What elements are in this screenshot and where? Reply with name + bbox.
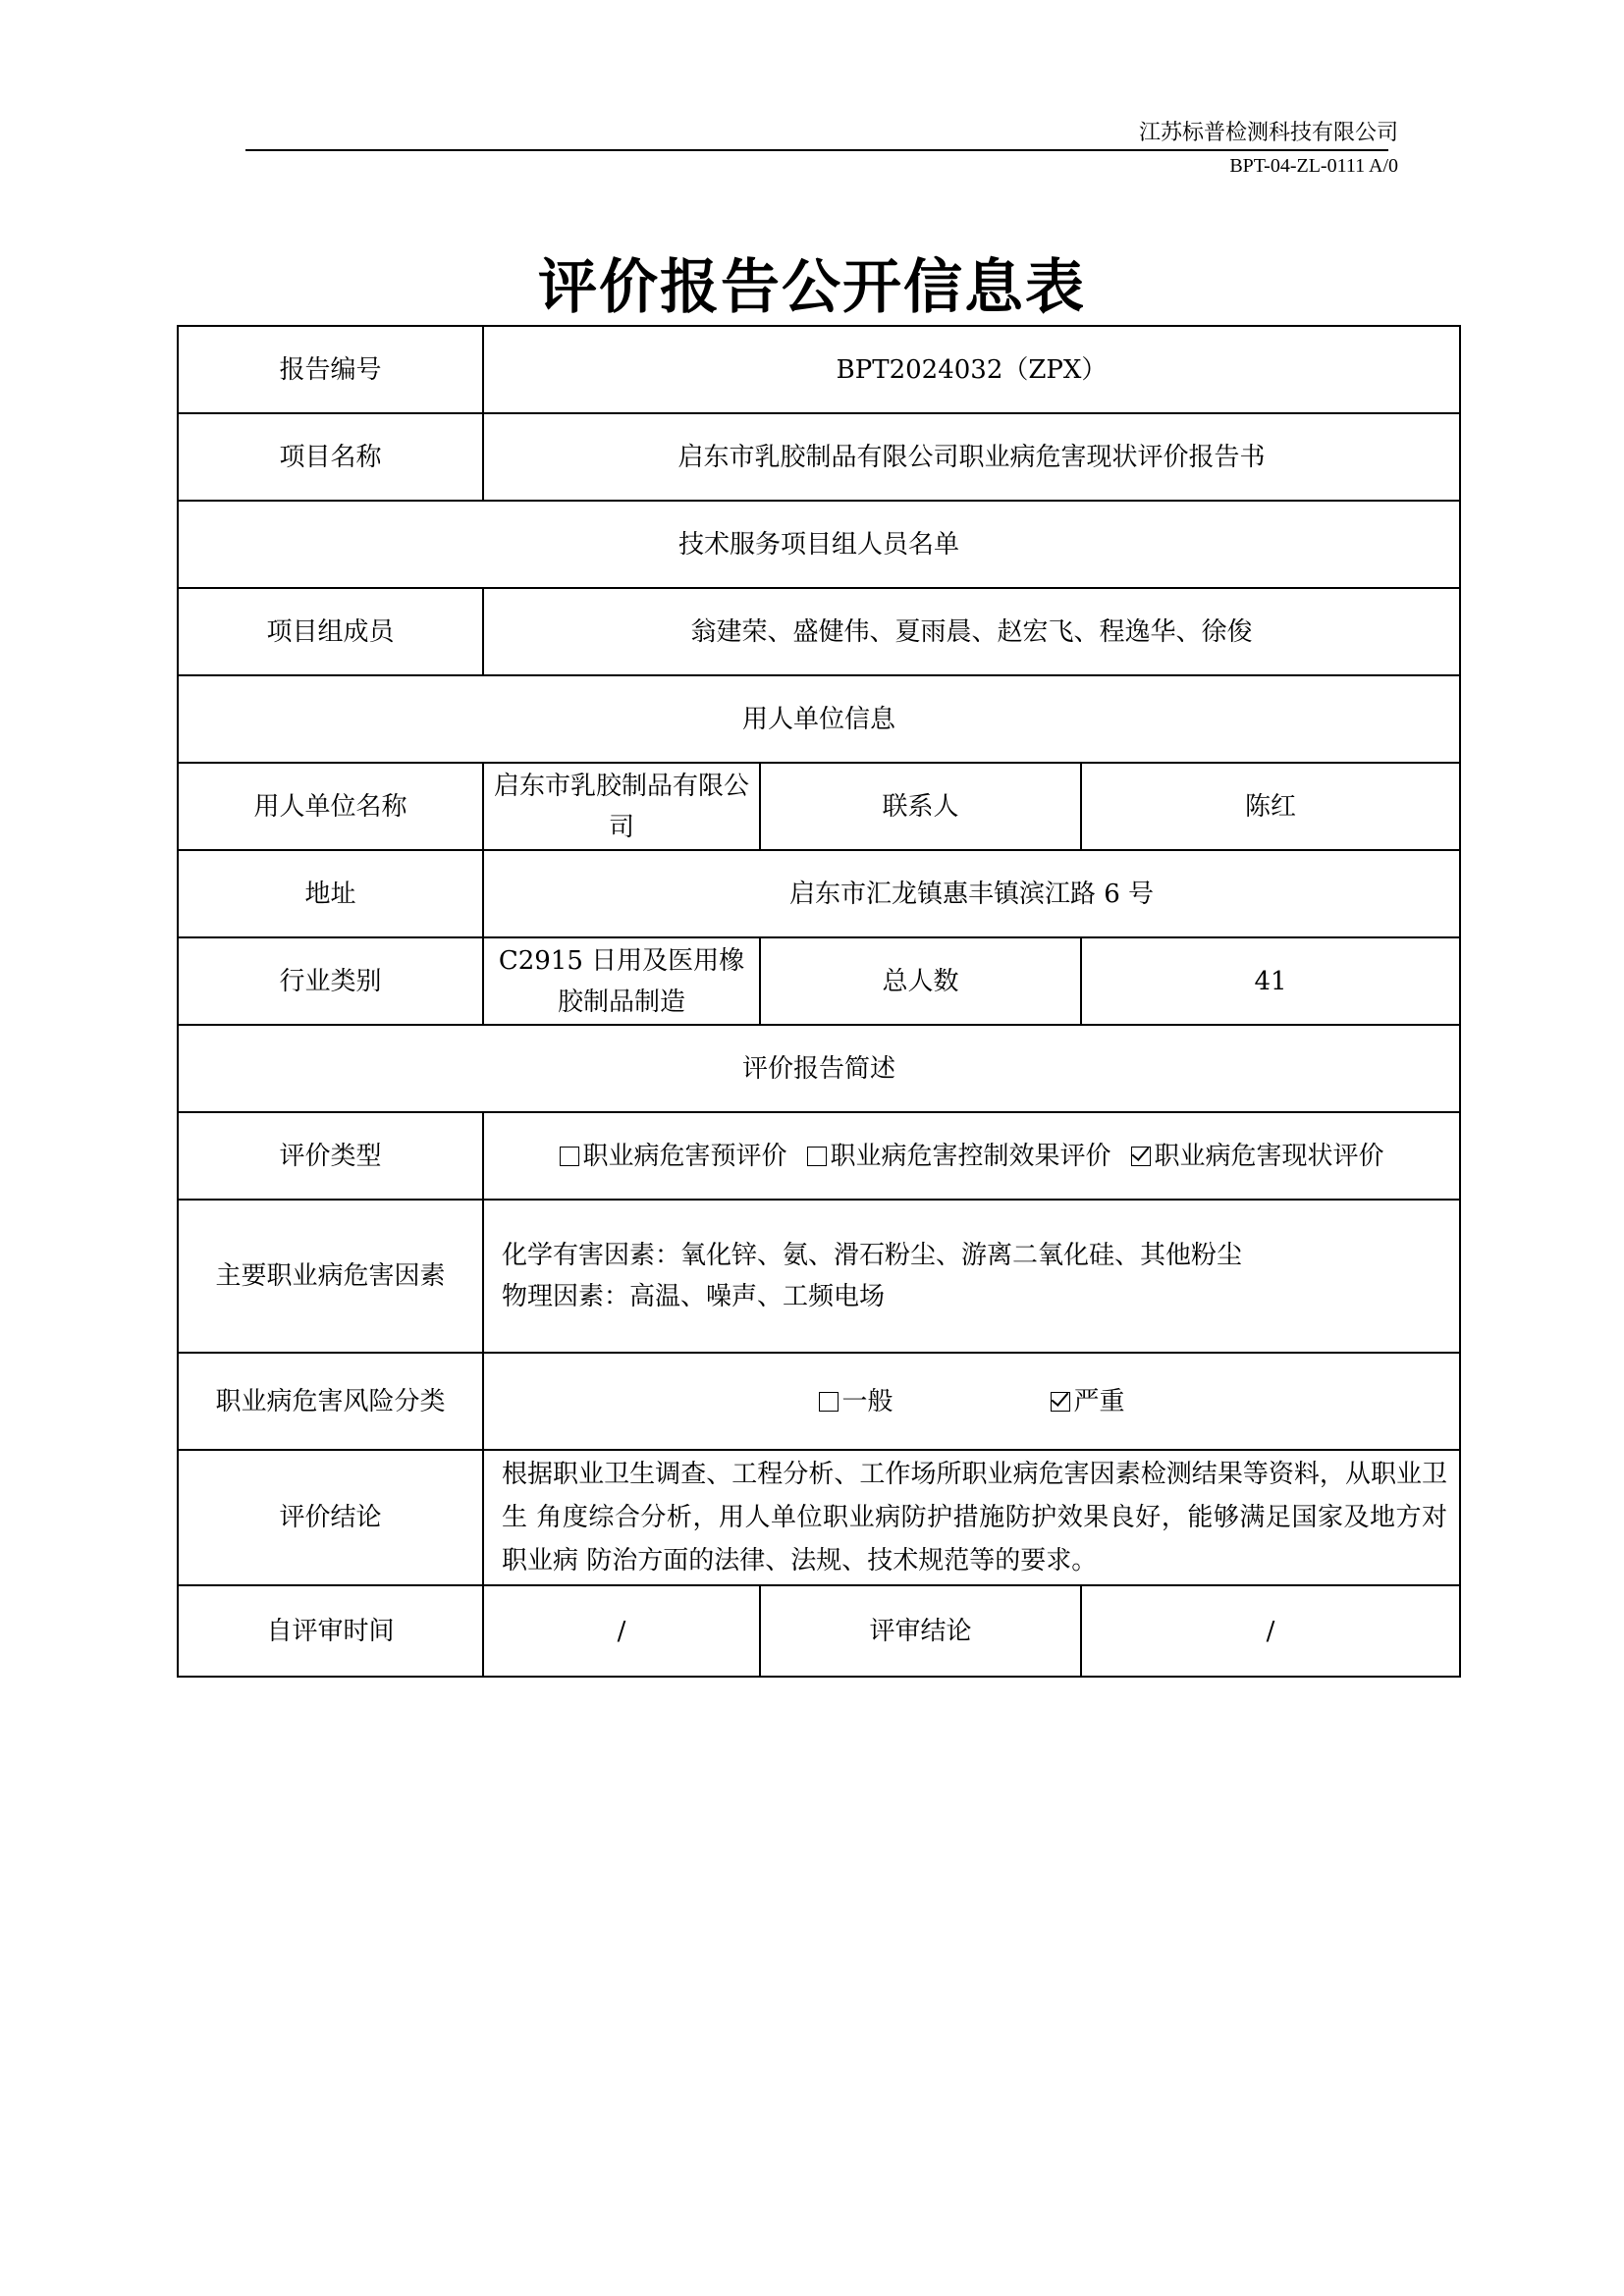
eval-type-options	[483, 1112, 1460, 1200]
risk-options	[483, 1353, 1460, 1450]
contact-label: 联系人	[760, 763, 1081, 850]
review-result-label: 评审结论	[760, 1585, 1081, 1677]
conclusion-value: 根据职业卫生调查、工程分析、工作场所职业病危害因素检测结果等资料，从职业卫生 角度综合分析，用人单位职业病防护措施防护效果良好，能够满足国家及地方对职业病 防治方面的法律、法规、技术规范等的要求。	[483, 1450, 1460, 1585]
page-title: 评价报告公开信息表	[538, 253, 1086, 322]
summary-section-heading: 评价报告简述	[178, 1025, 1460, 1112]
info-table	[177, 325, 1461, 1678]
hazards-value	[483, 1200, 1460, 1353]
headcount-value: 41	[1081, 937, 1460, 1025]
team-members-value: 翁建荣、盛健伟、夏雨晨、赵宏飞、程逸华、徐俊	[483, 588, 1460, 675]
eval-type-option-control[interactable]: 职业病危害控制效果评价	[807, 1136, 1111, 1177]
header-company: 江苏标普检测科技有限公司	[1138, 121, 1398, 145]
employer-name-label: 用人单位名称	[178, 763, 483, 850]
eval-type-label: 评价类型	[178, 1112, 483, 1200]
checkbox-checked-icon	[1131, 1147, 1151, 1166]
review-time-value: /	[483, 1585, 760, 1677]
industry-value: C2915 日用及医用橡胶制品制造	[483, 937, 760, 1025]
checkbox-unchecked-icon	[819, 1392, 839, 1412]
contact-value: 陈红	[1081, 763, 1460, 850]
industry-label: 行业类别	[178, 937, 483, 1025]
project-name-label: 项目名称	[178, 413, 483, 501]
review-result-value: /	[1081, 1585, 1460, 1677]
address-label: 地址	[178, 850, 483, 937]
project-name-value: 启东市乳胶制品有限公司职业病危害现状评价报告书	[483, 413, 1460, 501]
risk-label: 职业病危害风险分类	[178, 1353, 483, 1450]
hazards-physical: 物理因素：高温、噪声、工频电场	[502, 1282, 886, 1311]
checkbox-checked-icon	[1051, 1392, 1070, 1412]
employer-section-heading: 用人单位信息	[178, 675, 1460, 763]
conclusion-label: 评价结论	[178, 1450, 483, 1585]
report-no-label: 报告编号	[178, 326, 483, 413]
eval-type-option-pre[interactable]: 职业病危害预评价	[560, 1136, 787, 1177]
review-time-label: 自评审时间	[178, 1585, 483, 1677]
hazards-label: 主要职业病危害因素	[178, 1200, 483, 1353]
header-doc-code: BPT-04-ZL-0111 A/0	[1229, 155, 1398, 177]
address-value: 启东市汇龙镇惠丰镇滨江路 6 号	[483, 850, 1460, 937]
risk-option-severe[interactable]: 严重	[1051, 1381, 1125, 1422]
risk-option-general[interactable]: 一般	[819, 1381, 893, 1422]
team-members-label: 项目组成员	[178, 588, 483, 675]
header-divider	[245, 149, 1388, 151]
employer-name-value: 启东市乳胶制品有限公司	[483, 763, 760, 850]
eval-type-option-status[interactable]: 职业病危害现状评价	[1131, 1136, 1384, 1177]
hazards-chemical: 化学有害因素：氧化锌、氨、滑石粉尘、游离二氧化硅、其他粉尘	[502, 1241, 1243, 1270]
headcount-label: 总人数	[760, 937, 1081, 1025]
team-section-heading: 技术服务项目组人员名单	[178, 501, 1460, 588]
checkbox-unchecked-icon	[560, 1147, 579, 1166]
checkbox-unchecked-icon	[807, 1147, 827, 1166]
report-no-value: BPT2024032（ZPX）	[483, 326, 1460, 413]
